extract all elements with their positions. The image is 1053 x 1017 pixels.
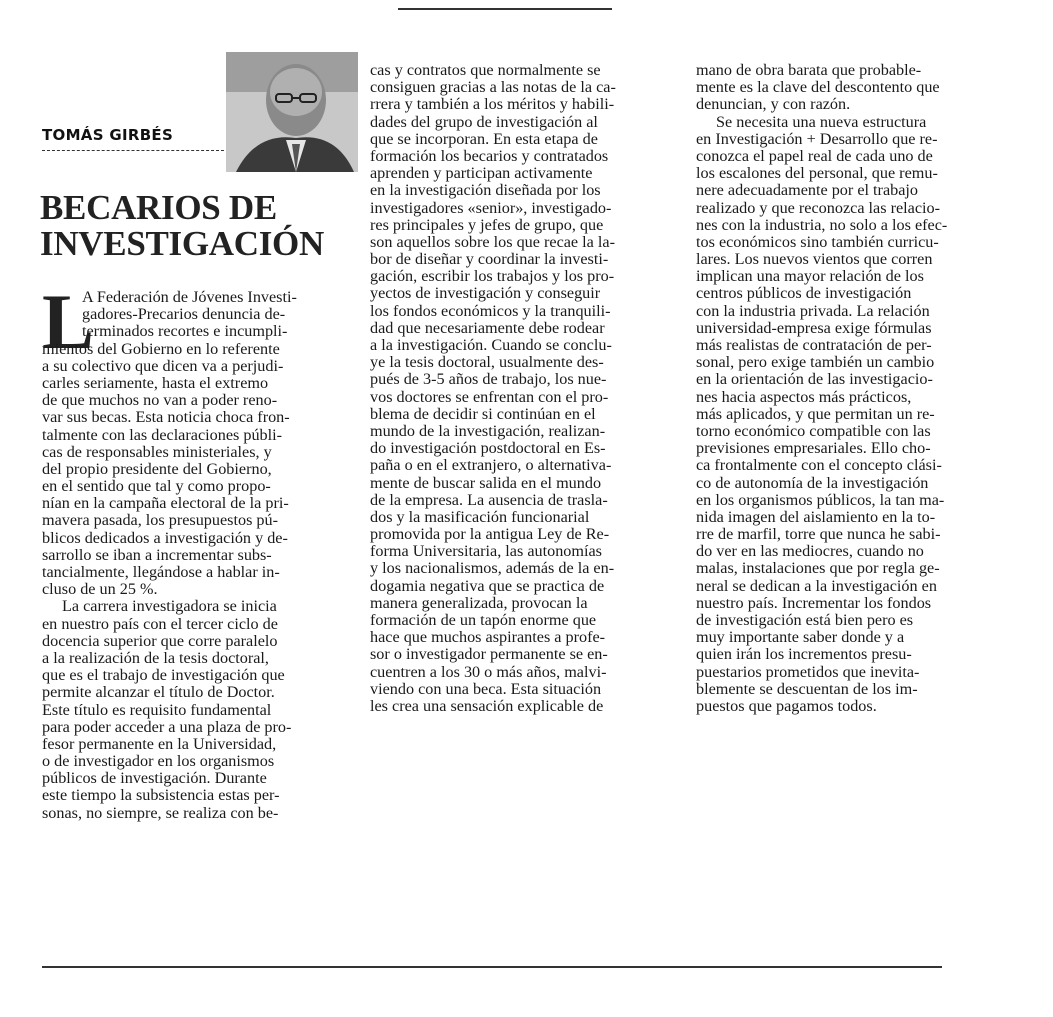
text-line: nuestro país. Incrementar los fondos [696,593,932,612]
text-line: de investigación está bien pero es [696,611,914,629]
text-line: blemente se descuentan de los im- [696,679,918,698]
text-line: nes hacia aspectos más prácticos, [696,387,912,406]
text-line: var sus becas. Esta noticia choca fron- [42,408,290,427]
text-line: dos y la masificación funcionarial [370,507,590,526]
text-line: talmente con las declaraciones públi- [42,425,283,444]
text-line: más realistas de contratación de per- [696,336,932,354]
text-line: paña o en el extranjero, o alternativa- [370,456,612,475]
text-line: puestarios prometidos que inevita- [696,662,920,681]
text-line: los escalones del personal, que remu- [696,164,938,183]
text-line: fesor permanente en la Universidad, [42,734,277,753]
text-line: dades del grupo de investigación al [370,112,598,131]
text-line: terminados recortes e incumpli- [82,322,288,341]
text-line: o de investigador en los organismos [42,752,275,771]
text-line: cas de responsables ministeriales, y [42,442,272,461]
text-line: sonas, no siempre, se realiza con be- [42,803,279,822]
text-line: ye la tesis doctoral, usualmente des- [370,353,604,372]
text-line: blicos dedicados a investigación y de- [42,528,288,547]
text-line: nes con la industria, no solo a los efec- [696,215,948,234]
text-line: pués de 3-5 años de trabajo, los nue- [370,370,607,389]
text-line: cuentren a los 30 o más años, malvi- [370,662,607,681]
text-line: previsiones empresariales. Ello cho- [696,439,931,458]
text-line: sonal, pero exige también un cambio [696,353,935,372]
text-line: tancialmente, llegándose a hablar in- [42,563,280,581]
text-line: en la orientación de las investigacio- [696,370,933,389]
text-line: realizado y que reconozca las relacio- [696,198,941,217]
text-line: les crea una sensación explicable de [370,696,604,715]
text-line: tos económicos sino también curricu- [696,232,939,251]
text-line: cas y contratos que normalmente se [370,61,601,79]
text-line: este tiempo la subsistencia estas per- [42,786,280,805]
text-line: en nuestro país con el tercer ciclo de [42,614,278,633]
text-line: mientos del Gobierno en lo referente [42,339,280,358]
text-line: co de autonomía de la investigación [696,473,929,492]
text-line: permite alcanzar el título de Doctor. [42,683,275,702]
text-line: do ver en las mediocres, cuando no [696,542,924,561]
text-line: aprenden y participan activamente [370,164,593,183]
article-column-3 [696,62,992,715]
text-line: sarrollo se iban a incrementar subs- [42,545,272,564]
text-line: docencia superior que corre paralelo [42,631,278,650]
text-line: puestos que pagamos todos. [696,696,877,715]
top-rule [398,8,612,10]
text-line: Este título es requisito fundamental [42,700,272,719]
text-line: rre de marfil, torre que nunca he sabi- [696,525,941,544]
text-line: La carrera investigadora se inicia [62,597,277,616]
text-line: mundo de la investigación, realizan- [370,421,606,440]
author-divider [42,150,224,151]
text-line: denuncian, y con razón. [696,95,851,114]
bottom-rule [42,966,942,968]
text-line: que es el trabajo de investigación que [42,666,285,685]
text-line: promovida por la antigua Ley de Re- [370,525,610,544]
text-line: formación de un tapón enorme que [370,611,597,629]
text-line: dad que necesariamente debe rodear [370,318,605,337]
text-line: neral se dedican a la investigación en [696,576,937,595]
text-line: nían en la campaña electoral de la pri- [42,494,289,513]
text-line: viendo con una beca. Esta situación [370,679,602,698]
drop-cap: L [42,278,95,365]
text-line: que se incorporan. En esta etapa de [370,129,598,148]
text-line: investigadores «senior», investigado- [370,198,612,217]
text-line: a la investigación. Cuando se conclu- [370,336,612,354]
text-line: torno económico compatible con las [696,421,931,440]
article-column-1 [42,278,356,822]
text-line: en el sentido que tal y como propo- [42,477,271,496]
text-line: conozca el papel real de cada uno de [696,146,933,165]
text-line: a su colectivo que dicen va a perjudi- [42,356,284,375]
text-line: cluso de un 25 %. [42,580,158,599]
text-line: centros públicos de investigación [696,284,912,303]
text-line: do investigación postdoctoral en Es- [370,439,606,458]
text-line: públicos de investigación. Durante [42,769,267,788]
text-line: A Federación de Jóvenes Investi- [82,288,297,306]
text-line: implican una mayor relación de los [696,267,924,286]
text-line: yectos de investigación y conseguir [370,284,601,303]
author-name: TOMÁS GIRBÉS [42,126,174,144]
text-line: gación, escribir los trabajos y los pro- [370,267,615,286]
text-line: blema de decidir si continúan en el [370,404,596,423]
text-line: universidad-empresa exige fórmulas [696,318,932,337]
text-line: carles seriamente, hasta el extremo [42,373,269,392]
text-line: de que muchos no van a poder reno- [42,391,278,410]
text-line: mente de buscar salida en el mundo [370,473,602,492]
text-line: consiguen gracias a las notas de la ca- [370,78,616,97]
text-line: en la investigación diseñada por los [370,181,601,200]
text-line: quien irán los incrementos presu- [696,645,912,664]
text-line: los fondos económicos y la tranquili- [370,301,611,320]
text-line: y los nacionalismos, además de la en- [370,559,615,578]
text-line: de la empresa. La ausencia de trasla- [370,490,608,509]
text-line: del propio presidente del Gobierno, [42,459,272,478]
text-line: mavera pasada, los presupuestos pú- [42,511,278,530]
text-line: dogamia negativa que se practica de [370,576,605,595]
text-line: en Investigación + Desarrollo que re- [696,129,938,148]
text-line: son aquellos sobre los que recae la la- [370,232,615,251]
text-line: nida imagen del aislamiento en la to- [696,507,936,526]
text-line: nere adecuadamente por el trabajo [696,181,919,200]
text-line: res principales y jefes de grupo, que [370,215,604,234]
headline-line-1: BECARIOS DE [40,188,277,227]
headline-line-2: INVESTIGACIÓN [40,224,324,263]
text-line: para poder acceder a una plaza de pro- [42,717,292,736]
text-line: ca frontalmente con el concepto clási- [696,456,942,475]
text-line: sor o investigador permanente se en- [370,645,608,664]
text-line: mano de obra barata que probable- [696,61,922,79]
text-line: mente es la clave del descontento que [696,78,940,97]
text-line: bor de diseñar y coordinar la investi- [370,250,609,269]
text-line: vos doctores se enfrentan con el pro- [370,387,609,406]
text-line: Se necesita una nueva estructura [716,112,927,131]
text-line: forma Universitaria, las autonomías [370,542,602,561]
text-line: lares. Los nuevos vientos que corren [696,250,933,269]
text-line: más aplicados, y que permitan un re- [696,404,935,423]
text-line: gadores-Precarios denuncia de- [82,305,286,324]
text-line: malas, instalaciones que por regla ge- [696,559,940,578]
text-line: con la industria privada. La relación [696,301,930,320]
text-line: a la realización de la tesis doctoral, [42,648,269,667]
author-photo [226,52,358,172]
headline [40,190,360,262]
article-column-2 [370,62,670,715]
text-line: formación los becarios y contratados [370,146,609,165]
text-line: hace que muchos aspirantes a profe- [370,628,606,647]
text-line: manera generalizada, provocan la [370,593,588,612]
text-line: rrera y también a los méritos y habili- [370,95,615,114]
text-line: en los organismos públicos, la tan ma- [696,490,945,509]
text-line: muy importante saber donde y a [696,628,905,647]
